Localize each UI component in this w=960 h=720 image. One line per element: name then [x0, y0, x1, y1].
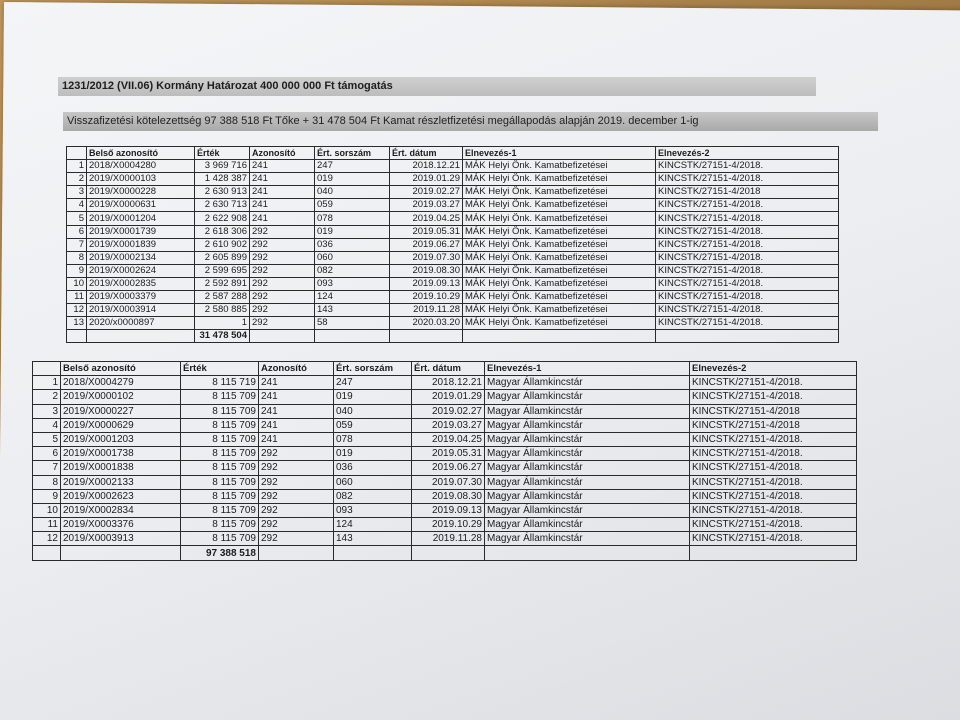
cell-name-2: KINCSTK/27151-4/2018 — [690, 418, 857, 432]
cell-internal-id: 2019/X0003913 — [61, 532, 181, 546]
cell-name-2: KINCSTK/27151-4/2018. — [690, 503, 857, 517]
empty-cell — [412, 546, 485, 560]
cell-serial-number: 019 — [315, 173, 390, 186]
cell-identifier: 292 — [250, 225, 315, 238]
empty-cell — [390, 330, 463, 343]
cell-value-date: 2019.03.27 — [390, 199, 463, 212]
cell-name-1: MÁK Helyi Önk. Kamatbefizetései — [463, 317, 656, 330]
cell-identifier: 241 — [250, 160, 315, 173]
cell-identifier: 292 — [259, 489, 334, 503]
cell-identifier: 292 — [250, 291, 315, 304]
cell-value: 3 969 716 — [195, 160, 250, 173]
cell-value-date: 2019.05.31 — [390, 225, 463, 238]
cell-value: 8 115 709 — [181, 404, 259, 418]
cell-name-1: MÁK Helyi Önk. Kamatbefizetései — [463, 199, 656, 212]
cell-internal-id: 2018/X0004280 — [87, 160, 195, 173]
principal-payments-table — [32, 361, 857, 561]
cell-row-number: 2 — [67, 173, 87, 186]
table-row — [33, 418, 857, 432]
cell-name-1: MÁK Helyi Önk. Kamatbefizetései — [463, 304, 656, 317]
column-header-row-number — [67, 147, 87, 160]
cell-identifier: 292 — [250, 264, 315, 277]
table-row — [33, 532, 857, 546]
cell-value: 8 115 719 — [181, 376, 259, 390]
table-row — [67, 173, 839, 186]
cell-identifier: 241 — [259, 376, 334, 390]
cell-value: 2 610 902 — [195, 238, 250, 251]
cell-internal-id: 2019/X0001838 — [61, 461, 181, 475]
cell-name-2: KINCSTK/27151-4/2018. — [656, 264, 839, 277]
cell-internal-id: 2019/X0002624 — [87, 264, 195, 277]
table-row — [67, 238, 839, 251]
cell-name-1: MÁK Helyi Önk. Kamatbefizetései — [463, 264, 656, 277]
cell-value: 8 115 709 — [181, 532, 259, 546]
column-header-name-1: Elnevezés-1 — [485, 362, 690, 376]
cell-name-1: MÁK Helyi Önk. Kamatbefizetései — [463, 277, 656, 290]
empty-cell — [259, 546, 334, 560]
cell-serial-number: 082 — [315, 264, 390, 277]
cell-value: 8 115 709 — [181, 518, 259, 532]
cell-name-1: MÁK Helyi Önk. Kamatbefizetései — [463, 212, 656, 225]
cell-name-1: MÁK Helyi Önk. Kamatbefizetései — [463, 251, 656, 264]
cell-row-number: 6 — [67, 225, 87, 238]
cell-name-1: Magyar Államkincstár — [485, 390, 690, 404]
empty-cell — [87, 330, 195, 343]
cell-name-2: KINCSTK/27151-4/2018. — [656, 277, 839, 290]
cell-name-1: Magyar Államkincstár — [485, 532, 690, 546]
cell-value: 2 618 306 — [195, 225, 250, 238]
cell-row-number: 4 — [67, 199, 87, 212]
cell-identifier: 292 — [250, 238, 315, 251]
cell-row-number: 5 — [33, 432, 61, 446]
table-row — [33, 518, 857, 532]
cell-serial-number: 040 — [315, 186, 390, 199]
cell-name-2: KINCSTK/27151-4/2018. — [656, 225, 839, 238]
cell-value: 8 115 709 — [181, 503, 259, 517]
cell-value-date: 2019.02.27 — [412, 404, 485, 418]
cell-value: 2 592 891 — [195, 277, 250, 290]
column-header-name-2: Elnevezés-2 — [690, 362, 857, 376]
cell-serial-number: 060 — [315, 251, 390, 264]
table-row — [67, 212, 839, 225]
cell-serial-number: 036 — [334, 461, 412, 475]
cell-name-2: KINCSTK/27151-4/2018. — [656, 291, 839, 304]
cell-value: 2 599 695 — [195, 264, 250, 277]
cell-row-number: 7 — [33, 461, 61, 475]
column-header-identifier: Azonosító — [250, 147, 315, 160]
cell-identifier: 292 — [250, 304, 315, 317]
cell-serial-number: 036 — [315, 238, 390, 251]
cell-value-date: 2019.09.13 — [390, 277, 463, 290]
cell-serial-number: 143 — [334, 532, 412, 546]
cell-name-2: KINCSTK/27151-4/2018. — [656, 304, 839, 317]
cell-value-date: 2019.08.30 — [412, 489, 485, 503]
cell-row-number: 7 — [67, 238, 87, 251]
cell-serial-number: 58 — [315, 317, 390, 330]
cell-name-2: KINCSTK/27151-4/2018. — [656, 238, 839, 251]
cell-serial-number: 093 — [334, 503, 412, 517]
cell-serial-number: 019 — [334, 390, 412, 404]
cell-value-date: 2019.06.27 — [390, 238, 463, 251]
cell-serial-number: 059 — [334, 418, 412, 432]
cell-value: 2 587 288 — [195, 291, 250, 304]
total-row — [67, 330, 839, 343]
cell-value: 8 115 709 — [181, 489, 259, 503]
cell-serial-number: 019 — [334, 447, 412, 461]
total-value: 97 388 518 — [181, 546, 259, 560]
cell-name-1: Magyar Államkincstár — [485, 503, 690, 517]
cell-name-1: Magyar Államkincstár — [485, 489, 690, 503]
cell-row-number: 3 — [33, 404, 61, 418]
table-row — [67, 277, 839, 290]
cell-name-2: KINCSTK/27151-4/2018. — [690, 461, 857, 475]
cell-identifier: 241 — [250, 212, 315, 225]
column-header-internal-id: Belső azonosító — [61, 362, 181, 376]
cell-name-1: Magyar Államkincstár — [485, 461, 690, 475]
cell-value: 1 428 387 — [195, 173, 250, 186]
cell-name-1: Magyar Államkincstár — [485, 447, 690, 461]
cell-name-1: MÁK Helyi Önk. Kamatbefizetései — [463, 186, 656, 199]
cell-name-2: KINCSTK/27151-4/2018. — [690, 475, 857, 489]
table-row — [33, 447, 857, 461]
cell-serial-number: 247 — [315, 160, 390, 173]
cell-name-2: KINCSTK/27151-4/2018 — [656, 186, 839, 199]
cell-serial-number: 060 — [334, 475, 412, 489]
cell-name-2: KINCSTK/27151-4/2018. — [690, 376, 857, 390]
table-row — [67, 317, 839, 330]
cell-name-2: KINCSTK/27151-4/2018. — [656, 199, 839, 212]
cell-internal-id: 2019/X0002623 — [61, 489, 181, 503]
cell-value-date: 2019.10.29 — [412, 518, 485, 532]
cell-value: 2 630 913 — [195, 186, 250, 199]
cell-identifier: 292 — [250, 277, 315, 290]
total-value: 31 478 504 — [195, 330, 250, 343]
cell-internal-id: 2019/X0002133 — [61, 475, 181, 489]
cell-internal-id: 2019/X0001738 — [61, 447, 181, 461]
cell-value: 8 115 709 — [181, 418, 259, 432]
cell-name-1: Magyar Államkincstár — [485, 475, 690, 489]
cell-name-2: KINCSTK/27151-4/2018. — [690, 390, 857, 404]
empty-cell — [315, 330, 390, 343]
cell-identifier: 292 — [259, 447, 334, 461]
cell-value-date: 2018.12.21 — [412, 376, 485, 390]
cell-identifier: 241 — [259, 390, 334, 404]
cell-internal-id: 2018/X0004279 — [61, 376, 181, 390]
cell-name-1: MÁK Helyi Önk. Kamatbefizetései — [463, 225, 656, 238]
cell-value: 2 580 885 — [195, 304, 250, 317]
cell-internal-id: 2019/X0000102 — [61, 390, 181, 404]
table-row — [67, 225, 839, 238]
cell-internal-id: 2019/X0002835 — [87, 277, 195, 290]
cell-internal-id: 2019/X0000227 — [61, 404, 181, 418]
cell-internal-id: 2019/X0003379 — [87, 291, 195, 304]
cell-value: 2 605 899 — [195, 251, 250, 264]
cell-row-number: 11 — [33, 518, 61, 532]
column-header-value-date: Ért. dátum — [390, 147, 463, 160]
cell-serial-number: 082 — [334, 489, 412, 503]
cell-value-date: 2019.06.27 — [412, 461, 485, 475]
table-header-row — [33, 362, 857, 376]
cell-name-2: KINCSTK/27151-4/2018. — [690, 518, 857, 532]
document-subtitle: Visszafizetési kötelezettség 97 388 518 Ft Tőke + 31 478 504 Ft Kamat részletfizetési megállapodás alapján 2019. december 1-ig — [63, 112, 878, 131]
column-header-internal-id: Belső azonosító — [87, 147, 195, 160]
cell-name-1: Magyar Államkincstár — [485, 518, 690, 532]
cell-row-number: 12 — [67, 304, 87, 317]
empty-cell — [61, 546, 181, 560]
cell-internal-id: 2019/X0000629 — [61, 418, 181, 432]
cell-name-1: MÁK Helyi Önk. Kamatbefizetései — [463, 160, 656, 173]
cell-row-number: 4 — [33, 418, 61, 432]
cell-row-number: 1 — [67, 160, 87, 173]
cell-value-date: 2019.11.28 — [412, 532, 485, 546]
table-row — [33, 461, 857, 475]
cell-name-2: KINCSTK/27151-4/2018. — [690, 447, 857, 461]
table-row — [67, 160, 839, 173]
cell-row-number: 13 — [67, 317, 87, 330]
column-header-name-2: Elnevezés-2 — [656, 147, 839, 160]
table-row — [67, 304, 839, 317]
cell-name-1: MÁK Helyi Önk. Kamatbefizetései — [463, 291, 656, 304]
column-header-row-number — [33, 362, 61, 376]
cell-identifier: 292 — [259, 518, 334, 532]
cell-internal-id: 2019/X0001839 — [87, 238, 195, 251]
cell-value-date: 2019.02.27 — [390, 186, 463, 199]
column-header-value: Érték — [181, 362, 259, 376]
cell-name-2: KINCSTK/27151-4/2018. — [690, 532, 857, 546]
empty-cell — [334, 546, 412, 560]
cell-value-date: 2019.01.29 — [412, 390, 485, 404]
empty-cell — [250, 330, 315, 343]
table-row — [33, 376, 857, 390]
cell-internal-id: 2019/X0000228 — [87, 186, 195, 199]
cell-identifier: 241 — [250, 186, 315, 199]
empty-cell — [690, 546, 857, 560]
column-header-identifier: Azonosító — [259, 362, 334, 376]
cell-name-1: MÁK Helyi Önk. Kamatbefizetései — [463, 173, 656, 186]
cell-name-2: KINCSTK/27151-4/2018. — [656, 251, 839, 264]
cell-serial-number: 040 — [334, 404, 412, 418]
cell-internal-id: 2019/X0000631 — [87, 199, 195, 212]
cell-internal-id: 2020/x0000897 — [87, 317, 195, 330]
cell-value-date: 2018.12.21 — [390, 160, 463, 173]
table-row — [33, 404, 857, 418]
total-row — [33, 546, 857, 560]
cell-value-date: 2019.01.29 — [390, 173, 463, 186]
cell-identifier: 292 — [259, 532, 334, 546]
table-row — [67, 186, 839, 199]
cell-serial-number: 124 — [334, 518, 412, 532]
cell-row-number: 10 — [67, 277, 87, 290]
cell-row-number: 5 — [67, 212, 87, 225]
cell-internal-id: 2019/X0001203 — [61, 432, 181, 446]
cell-row-number: 6 — [33, 447, 61, 461]
column-header-serial-number: Ért. sorszám — [334, 362, 412, 376]
cell-row-number: 11 — [67, 291, 87, 304]
cell-name-1: Magyar Államkincstár — [485, 432, 690, 446]
cell-identifier: 292 — [250, 317, 315, 330]
cell-identifier: 241 — [259, 432, 334, 446]
cell-name-2: KINCSTK/27151-4/2018. — [656, 173, 839, 186]
table-row — [67, 291, 839, 304]
cell-internal-id: 2019/X0002134 — [87, 251, 195, 264]
table-row — [33, 475, 857, 489]
cell-row-number: 8 — [33, 475, 61, 489]
cell-name-2: KINCSTK/27151-4/2018 — [690, 404, 857, 418]
cell-serial-number: 078 — [334, 432, 412, 446]
cell-identifier: 292 — [259, 461, 334, 475]
cell-name-2: KINCSTK/27151-4/2018. — [656, 212, 839, 225]
cell-name-2: KINCSTK/27151-4/2018. — [690, 489, 857, 503]
cell-name-2: KINCSTK/27151-4/2018. — [656, 317, 839, 330]
cell-value: 8 115 709 — [181, 475, 259, 489]
cell-internal-id: 2019/X0001739 — [87, 225, 195, 238]
empty-cell — [463, 330, 656, 343]
column-header-serial-number: Ért. sorszám — [315, 147, 390, 160]
cell-identifier: 241 — [259, 404, 334, 418]
cell-identifier: 241 — [250, 173, 315, 186]
cell-internal-id: 2019/X0003914 — [87, 304, 195, 317]
cell-serial-number: 247 — [334, 376, 412, 390]
cell-identifier: 241 — [250, 199, 315, 212]
empty-cell — [33, 546, 61, 560]
table-row — [67, 264, 839, 277]
cell-identifier: 241 — [259, 418, 334, 432]
cell-name-2: KINCSTK/27151-4/2018. — [690, 432, 857, 446]
table-row — [33, 489, 857, 503]
cell-row-number: 12 — [33, 532, 61, 546]
cell-row-number: 8 — [67, 251, 87, 264]
table-row — [33, 503, 857, 517]
cell-serial-number: 019 — [315, 225, 390, 238]
cell-name-1: Magyar Államkincstár — [485, 404, 690, 418]
cell-row-number: 1 — [33, 376, 61, 390]
empty-cell — [485, 546, 690, 560]
column-header-value: Érték — [195, 147, 250, 160]
cell-internal-id: 2019/X0000103 — [87, 173, 195, 186]
cell-value-date: 2020.03.20 — [390, 317, 463, 330]
cell-serial-number: 059 — [315, 199, 390, 212]
cell-row-number: 10 — [33, 503, 61, 517]
cell-identifier: 292 — [250, 251, 315, 264]
document-title: 1231/2012 (VII.06) Kormány Határozat 400 000 000 Ft támogatás — [58, 77, 816, 96]
column-header-name-1: Elnevezés-1 — [463, 147, 656, 160]
cell-row-number: 2 — [33, 390, 61, 404]
column-header-value-date: Ért. dátum — [412, 362, 485, 376]
cell-name-1: Magyar Államkincstár — [485, 418, 690, 432]
cell-value-date: 2019.10.29 — [390, 291, 463, 304]
table-row — [33, 390, 857, 404]
cell-name-1: Magyar Államkincstár — [485, 376, 690, 390]
cell-row-number: 9 — [33, 489, 61, 503]
cell-row-number: 3 — [67, 186, 87, 199]
cell-identifier: 292 — [259, 503, 334, 517]
cell-value-date: 2019.11.28 — [390, 304, 463, 317]
cell-serial-number: 143 — [315, 304, 390, 317]
cell-value: 8 115 709 — [181, 447, 259, 461]
cell-serial-number: 093 — [315, 277, 390, 290]
table-row — [67, 251, 839, 264]
interest-payments-table — [66, 146, 839, 343]
cell-value-date: 2019.03.27 — [412, 418, 485, 432]
cell-value: 2 630 713 — [195, 199, 250, 212]
cell-value-date: 2019.07.30 — [412, 475, 485, 489]
empty-cell — [656, 330, 839, 343]
cell-value-date: 2019.05.31 — [412, 447, 485, 461]
cell-row-number: 9 — [67, 264, 87, 277]
table-row — [67, 199, 839, 212]
cell-internal-id: 2019/X0002834 — [61, 503, 181, 517]
cell-internal-id: 2019/X0001204 — [87, 212, 195, 225]
cell-serial-number: 124 — [315, 291, 390, 304]
cell-value: 8 115 709 — [181, 390, 259, 404]
table-row — [33, 432, 857, 446]
cell-value-date: 2019.04.25 — [412, 432, 485, 446]
cell-internal-id: 2019/X0003376 — [61, 518, 181, 532]
cell-value: 1 — [195, 317, 250, 330]
cell-value-date: 2019.07.30 — [390, 251, 463, 264]
cell-name-2: KINCSTK/27151-4/2018. — [656, 160, 839, 173]
cell-value: 2 622 908 — [195, 212, 250, 225]
cell-identifier: 292 — [259, 475, 334, 489]
cell-value-date: 2019.08.30 — [390, 264, 463, 277]
cell-value-date: 2019.04.25 — [390, 212, 463, 225]
empty-cell — [67, 330, 87, 343]
cell-value: 8 115 709 — [181, 432, 259, 446]
cell-name-1: MÁK Helyi Önk. Kamatbefizetései — [463, 238, 656, 251]
cell-value-date: 2019.09.13 — [412, 503, 485, 517]
cell-value: 8 115 709 — [181, 461, 259, 475]
cell-serial-number: 078 — [315, 212, 390, 225]
table-header-row — [67, 147, 839, 160]
